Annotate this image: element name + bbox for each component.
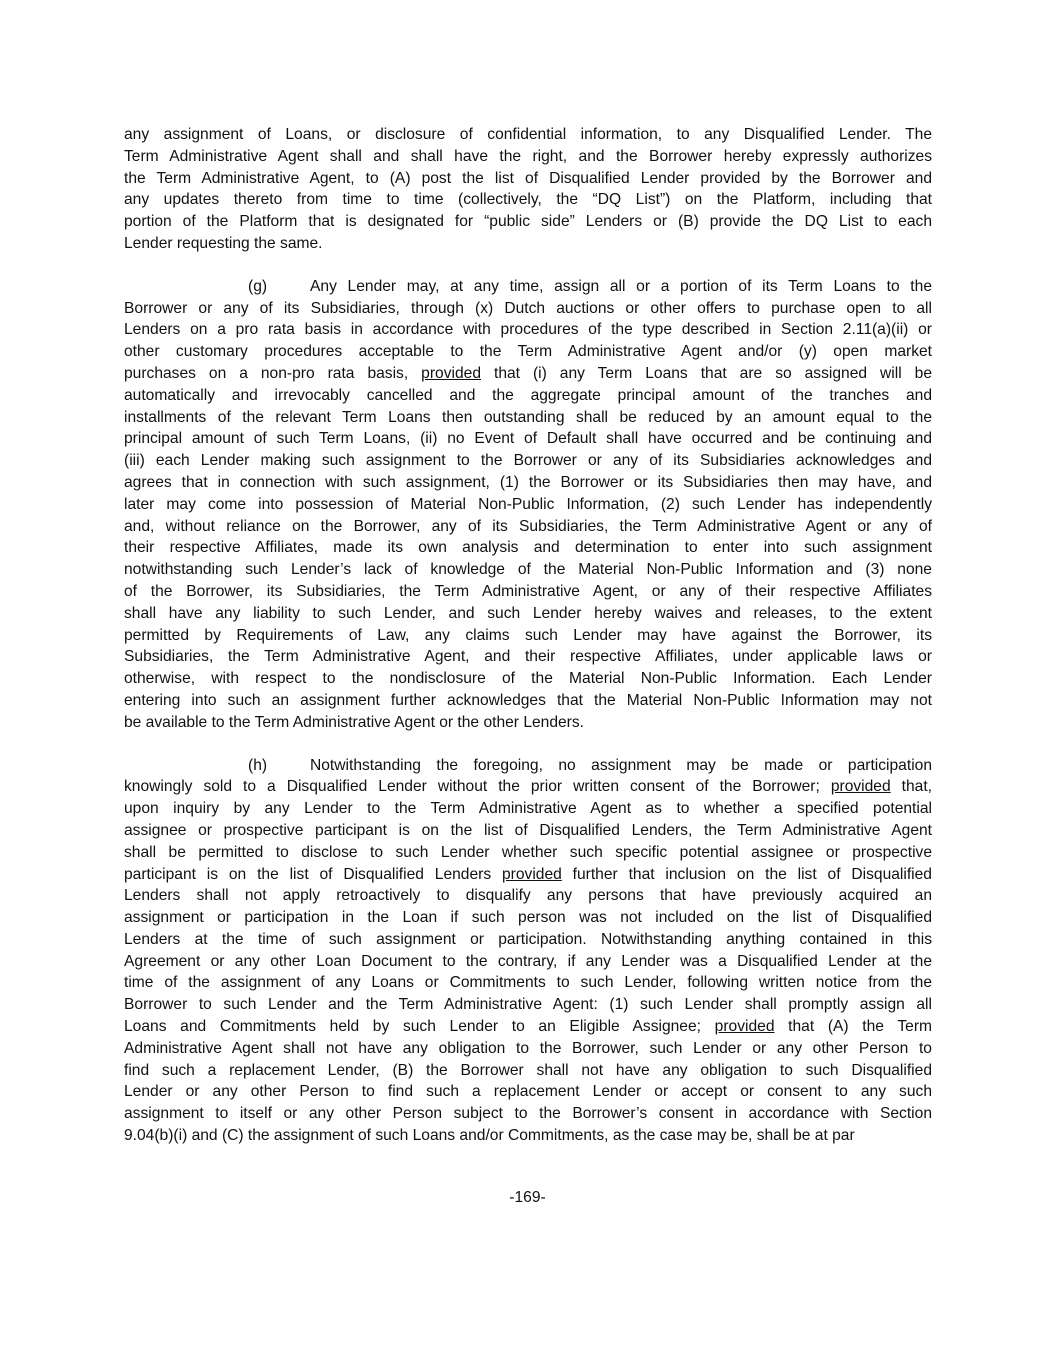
text-line: the Term Administrative Agent, to (A) post the list of Disqualified Lender provided by the Borrower and bbox=[124, 169, 932, 187]
text-span: participant is on the list of Disqualified Lenders bbox=[124, 865, 492, 883]
text-line: Subsidiaries, the Term Administrative Agent, and their respective Affiliates, under applicable laws or bbox=[124, 648, 932, 666]
provided-underlined: provided bbox=[421, 364, 481, 382]
text-line: Lenders at the time of such assignment or participation. Notwithstanding anything contained in this bbox=[124, 930, 932, 948]
text-line: Lenders on a pro rata basis in accordance with procedures of the type described in Section 2.11(a)(ii) or bbox=[124, 321, 932, 339]
text-line: otherwise, with respect to the nondisclosure of the Material Non-Public Information. Each Lender bbox=[124, 670, 932, 688]
document-page bbox=[124, 124, 932, 1168]
provided-underlined: provided bbox=[830, 778, 891, 796]
text-line: Borrower to such Lender and the Term Administrative Agent: (1) such Lender shall promptly assign all bbox=[124, 996, 932, 1014]
text-span: knowingly sold to a Disqualified Lender without the prior written consent of the Borrower; bbox=[124, 778, 820, 796]
text-line: Lender or any other Person to find such a replacement Lender or accept or consent to any such bbox=[124, 1083, 932, 1101]
text-line: any updates thereto from time to time (collectively, the “DQ List”) on the Platform, including that bbox=[124, 191, 932, 209]
text-span: Loans and Commitments held by such Lender to an Eligible Assignee; bbox=[124, 1018, 701, 1036]
text-line: assignee or prospective participant is on the list of Disqualified Lenders, the Term Administrative Agent bbox=[124, 821, 932, 839]
text-line bbox=[124, 276, 932, 298]
text-span: further that inclusion on the list of Disqualified bbox=[572, 865, 932, 883]
text-line: automatically and irrevocably cancelled and the aggregate principal amount of the tranches and bbox=[124, 386, 932, 404]
text-span: Any Lender may, at any time, assign all or a portion of its Term Loans to the bbox=[310, 277, 932, 295]
text-line: Agreement or any other Loan Document to the contrary, if any Lender was a Disqualified Lender at the bbox=[124, 952, 932, 970]
text-span: Notwithstanding the foregoing, no assignment may be made or participation bbox=[310, 756, 932, 774]
text-span: purchases on a non-pro rata basis, bbox=[124, 364, 409, 382]
paragraph-dq-list bbox=[124, 124, 932, 255]
text-line: permitted by Requirements of Law, any claims such Lender may have against the Borrower, its bbox=[124, 626, 932, 644]
text-line: find such a replacement Lender, (B) the Borrower shall not have any obligation to such Disqualified bbox=[124, 1061, 932, 1079]
text-line: entering into such an assignment further acknowledges that the Material Non-Public Information may not bbox=[124, 691, 932, 709]
text-line: (iii) each Lender making such assignment to the Borrower or any of its Subsidiaries acknowledges and bbox=[124, 452, 932, 470]
text-line: assignment to itself or any other Person subject to the Borrower’s consent in accordance with Section bbox=[124, 1105, 932, 1123]
text-line bbox=[124, 776, 932, 798]
text-span: that (i) any Term Loans that are so assigned will be bbox=[493, 364, 933, 382]
text-line: agrees that in connection with such assignment, (1) the Borrower or its Subsidiaries then may have, and bbox=[124, 473, 932, 491]
text-line: shall be permitted to disclose to such Lender whether such specific potential assignee or prospective bbox=[124, 843, 932, 861]
text-line: assignment or participation in the Loan if such person was not included on the list of Disqualified bbox=[124, 909, 932, 927]
section-label-h: (h) bbox=[248, 756, 268, 774]
page-number: -169- bbox=[509, 1189, 546, 1206]
text-line: other customary procedures acceptable to the Term Administrative Agent and/or (y) open market bbox=[124, 343, 932, 361]
text-line: portion of the Platform that is designated for “public side” Lenders or (B) provide the DQ List to each bbox=[124, 213, 932, 231]
text-line: principal amount of such Term Loans, (ii) no Event of Default shall have occurred and be continuing and bbox=[124, 430, 932, 448]
text-line: their respective Affiliates, made its own analysis and determination to enter into such assignment bbox=[124, 539, 932, 557]
provided-underlined: provided bbox=[501, 865, 562, 883]
text-line: later may come into possession of Material Non-Public Information, (2) such Lender has independently bbox=[124, 495, 932, 513]
text-line: notwithstanding such Lender’s lack of knowledge of the Material Non-Public Information and (3) none bbox=[124, 561, 932, 579]
text-line: Lender requesting the same. bbox=[124, 234, 323, 252]
text-line: Administrative Agent shall not have any obligation to the Borrower, such Lender or any other Person to bbox=[124, 1039, 932, 1057]
text-line: Term Administrative Agent shall and shall have the right, and the Borrower hereby expressly authorizes bbox=[124, 147, 932, 165]
text-line: installments of the relevant Term Loans then outstanding shall be reduced by an amount equal to the bbox=[124, 408, 932, 426]
text-line bbox=[124, 363, 932, 385]
provided-underlined: provided bbox=[714, 1018, 775, 1036]
text-line bbox=[124, 1016, 932, 1038]
text-line: Lenders shall not apply retroactively to disqualify any persons that have previously acquired an bbox=[124, 887, 932, 905]
text-line: and, without reliance on the Borrower, any of its Subsidiaries, the Term Administrative Agent or any of bbox=[124, 517, 932, 535]
section-label-g: (g) bbox=[248, 277, 268, 295]
text-line bbox=[124, 755, 932, 777]
text-line: 9.04(b)(i) and (C) the assignment of such Loans and/or Commitments, as the case may be, shall be at par bbox=[124, 1127, 855, 1145]
text-line: time of the assignment of any Loans or Commitments to such Lender, following written notice from the bbox=[124, 974, 932, 992]
text-line: be available to the Term Administrative Agent or the other Lenders. bbox=[124, 713, 584, 731]
paragraph-section-h bbox=[124, 755, 932, 1147]
text-line: upon inquiry by any Lender to the Term Administrative Agent as to whether a specified potential bbox=[124, 800, 932, 818]
text-line bbox=[124, 864, 932, 886]
text-line: any assignment of Loans, or disclosure of confidential information, to any Disqualified Lender. The bbox=[124, 126, 932, 143]
text-span: that, bbox=[901, 778, 932, 796]
paragraph-section-g bbox=[124, 276, 932, 734]
text-line: shall have any liability to such Lender, and such Lender hereby waives and releases, to the extent bbox=[124, 604, 932, 622]
text-line: Borrower or any of its Subsidiaries, through (x) Dutch auctions or other offers to purchase open to all bbox=[124, 299, 932, 317]
text-line: of the Borrower, its Subsidiaries, the Term Administrative Agent, or any of their respective Affiliates bbox=[124, 582, 932, 600]
text-span: that (A) the Term bbox=[788, 1018, 933, 1036]
